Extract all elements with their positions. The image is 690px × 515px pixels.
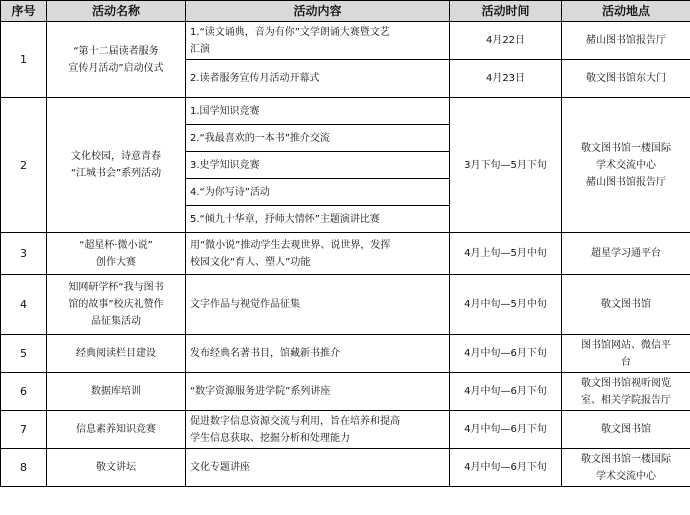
activity-name: 敬文讲坛 [47,449,186,487]
activity-time: 4月中旬—6月下旬 [450,335,562,373]
activity-place: 敬文图书馆视听阅览 室、相关学院报告厅 [562,373,690,411]
table-row [1,98,690,125]
activity-content: 4.“为你写诗”活动 [186,179,450,206]
activity-place: 敬文图书馆 [562,275,690,335]
activity-place: 敬文图书馆一楼国际 学术交流中心 [562,449,690,487]
row-index: 7 [1,411,47,449]
table-row [1,449,690,487]
activity-content: 2.读者服务宣传月活动开幕式 [186,60,450,98]
header-activity-place: 活动地点 [562,1,690,22]
activity-time: 4月中旬—5月中旬 [450,275,562,335]
header-activity-name: 活动名称 [47,1,186,22]
activity-place: 敬文图书馆 [562,411,690,449]
row-index: 1 [1,22,47,98]
row-index: 4 [1,275,47,335]
row-index: 3 [1,233,47,275]
header-index: 序号 [1,1,47,22]
activity-name: “第十二届读者服务 宣传月活动”启动仪式 [47,22,186,98]
activity-content: 3.史学知识竞赛 [186,152,450,179]
activity-content: 文字作品与视觉作品征集 [186,275,450,335]
activity-place: 图书馆网站、微信平 台 [562,335,690,373]
activity-content: 文化专题讲座 [186,449,450,487]
activity-content: “数字资源服务进学院”系列讲座 [186,373,450,411]
activity-content: 1.“读文诵典，音为有你”文学朗诵大赛暨文艺 汇演 [186,22,450,60]
activity-time: 4月22日 [450,22,562,60]
row-index: 2 [1,98,47,233]
activity-content: 发布经典名著书目，馆藏新书推介 [186,335,450,373]
activity-name: 信息素养知识竞赛 [47,411,186,449]
activity-name: 文化校园，诗意青春 “江城书会”系列活动 [47,98,186,233]
activity-name: 数据库培训 [47,373,186,411]
row-index: 6 [1,373,47,411]
activity-content: 2.“我最喜欢的一本书”推介交流 [186,125,450,152]
header-activity-time: 活动时间 [450,1,562,22]
activity-time: 4月上旬—5月中旬 [450,233,562,275]
activity-time: 4月中旬—6月下旬 [450,411,562,449]
activity-time: 4月中旬—6月下旬 [450,449,562,487]
activity-name: 知网研学杯“我与图书 馆的故事”校庆礼赞作 品征集活动 [47,275,186,335]
activity-content: 用“微小说”推动学生去观世界、说世界，发挥 校园文化“育人、塑人”功能 [186,233,450,275]
row-index: 5 [1,335,47,373]
row-index: 8 [1,449,47,487]
table-row [1,233,690,275]
table-row [1,373,690,411]
table-row [1,411,690,449]
activity-time: 4月中旬—6月下旬 [450,373,562,411]
activity-place: 敬文图书馆东大门 [562,60,690,98]
activity-place: 敬文图书馆一楼国际 学术交流中心 赭山图书馆报告厅 [562,98,690,233]
table-header-row [1,1,690,22]
table-row [1,335,690,373]
table-row [1,22,690,60]
activity-time: 4月23日 [450,60,562,98]
activity-place: 赭山图书馆报告厅 [562,22,690,60]
activity-time: 3月下旬—5月下旬 [450,98,562,233]
activity-name: 经典阅读栏目建设 [47,335,186,373]
activity-place: 超星学习通平台 [562,233,690,275]
header-activity-content: 活动内容 [186,1,450,22]
activity-content: 促进数字信息资源交流与利用，旨在培养和提高 学生信息获取、挖掘分析和处理能力 [186,411,450,449]
table-row [1,275,690,335]
activity-name: “超星杯·微小说” 创作大赛 [47,233,186,275]
activity-content: 1.国学知识竞赛 [186,98,450,125]
activity-content: 5.“倾九十华章，抒师大情怀”主题演讲比赛 [186,206,450,233]
